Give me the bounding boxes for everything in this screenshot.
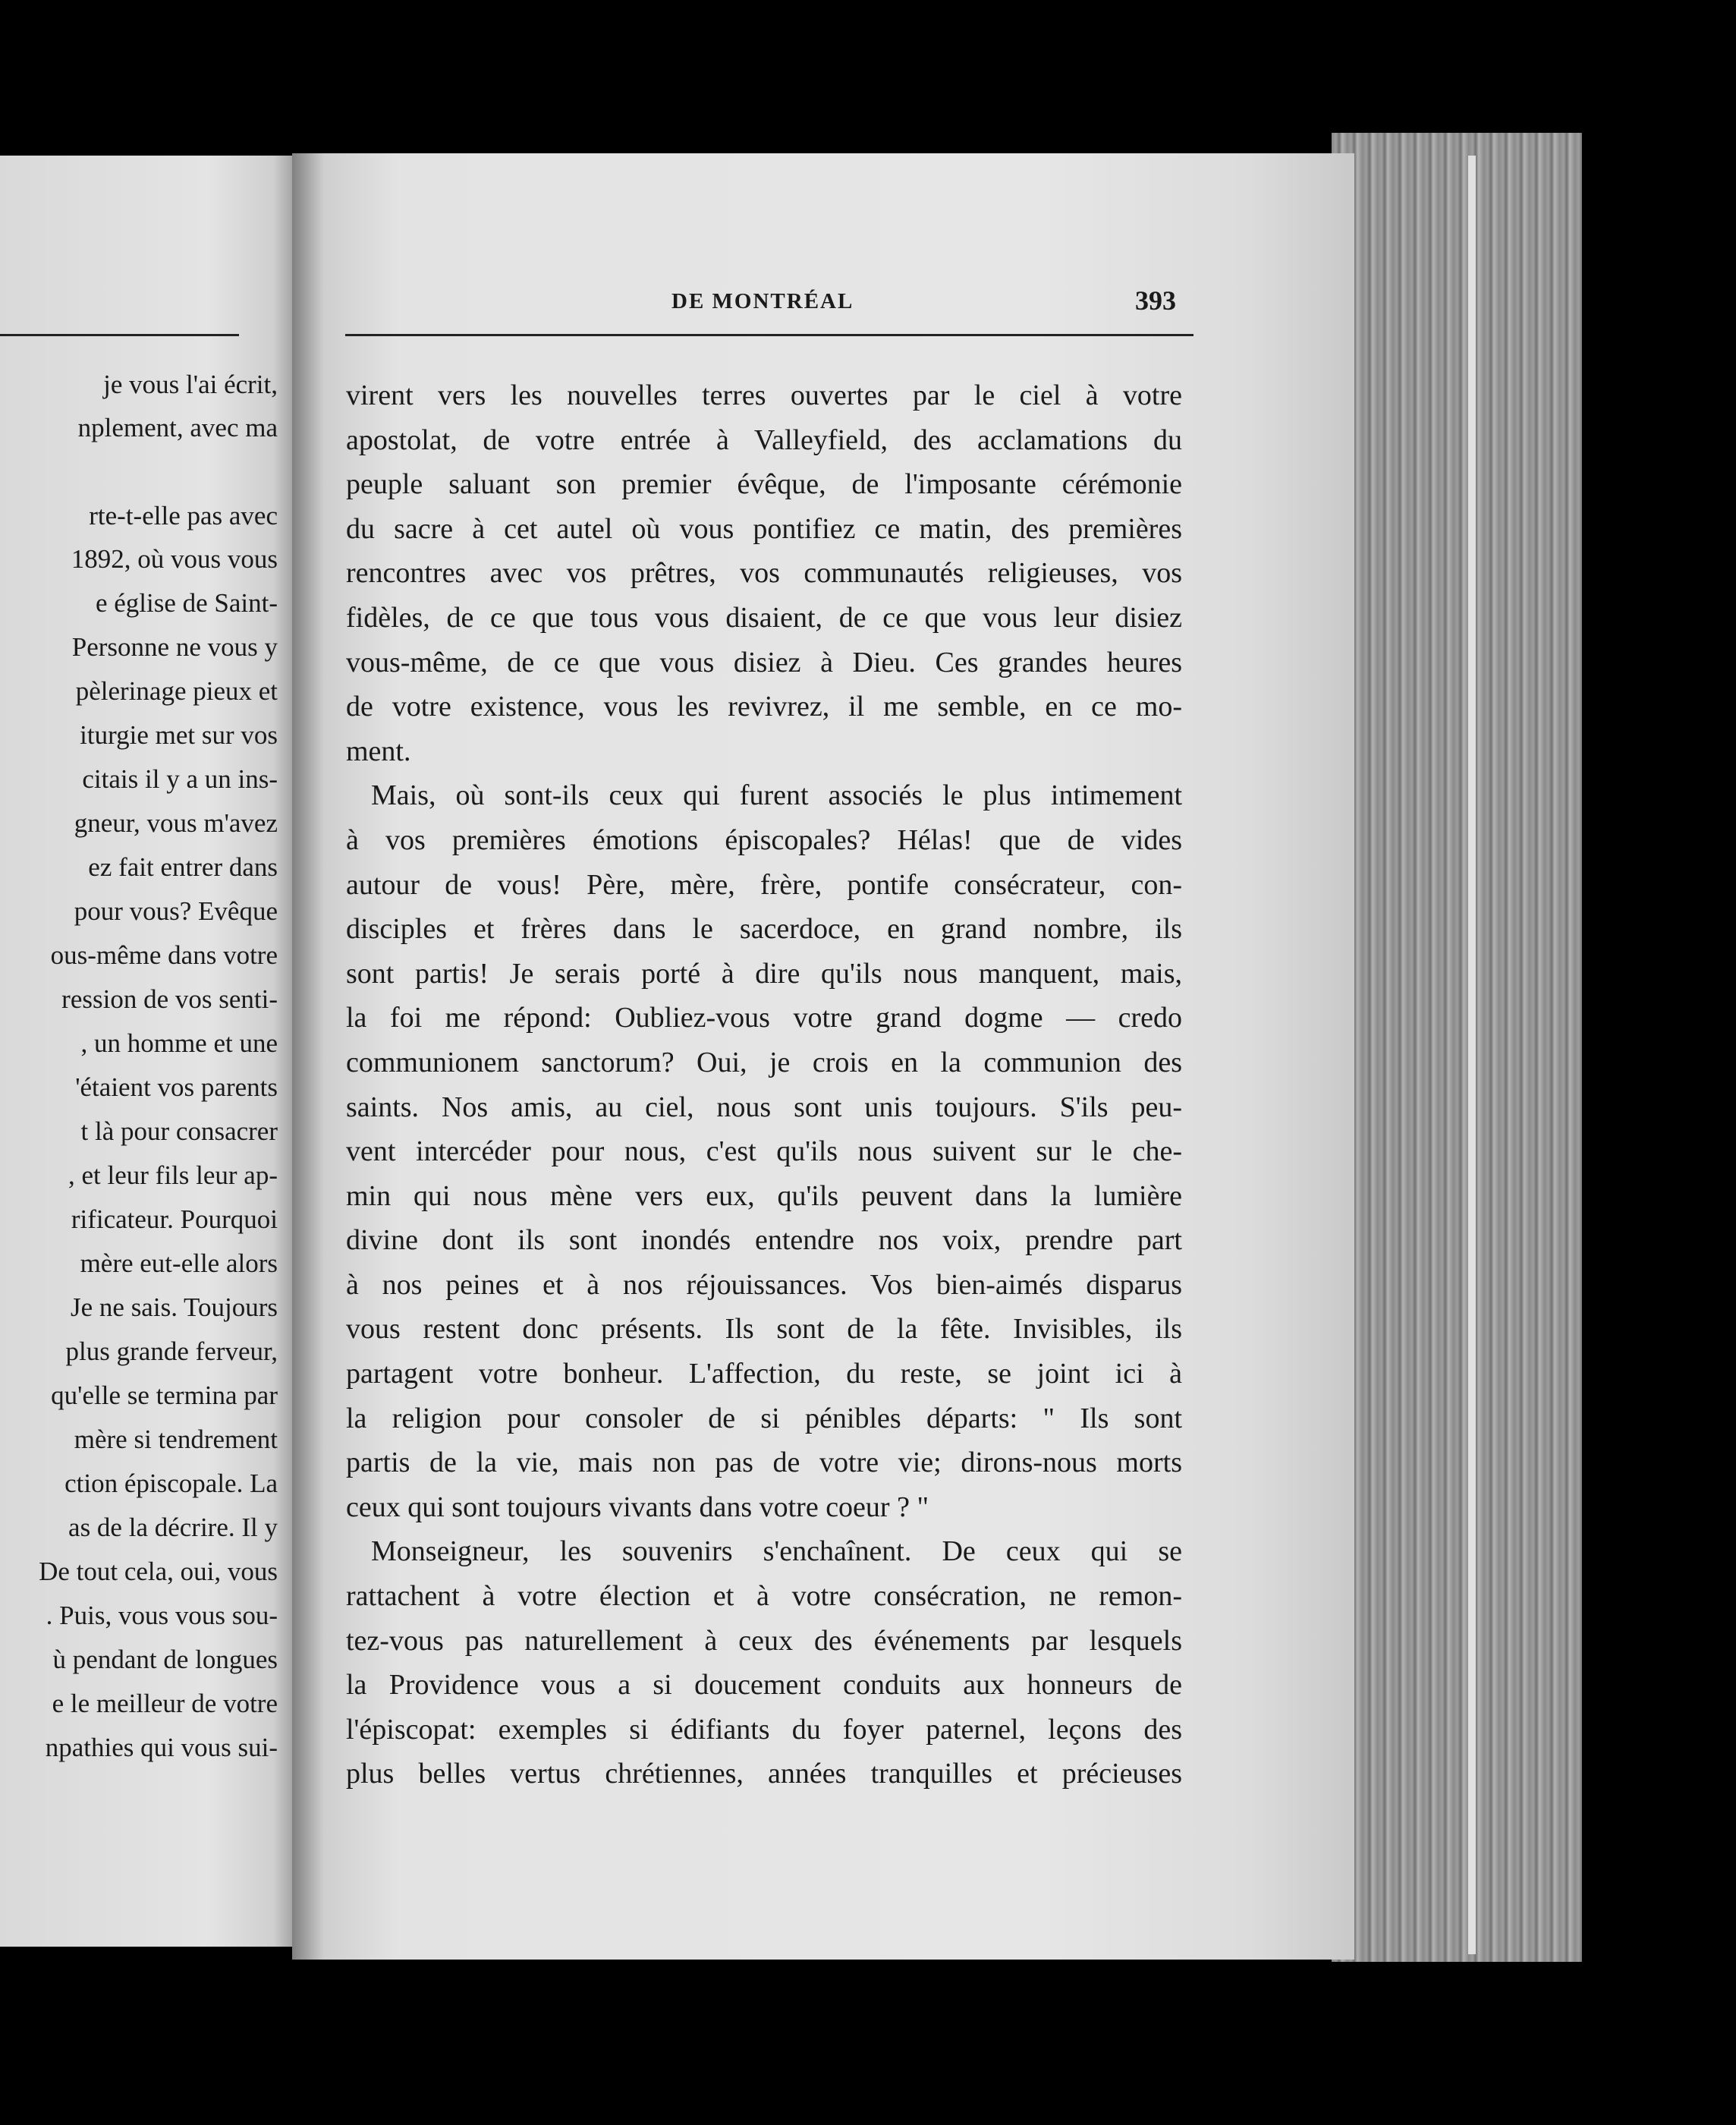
left-page-line: mère eut-elle alors	[80, 1248, 278, 1278]
text-line: divine dont ils sont inondés entendre nos voix, prendre part	[346, 1224, 1182, 1257]
text-line: rattachent à votre élection et à votre consécration, ne remon-	[346, 1580, 1182, 1613]
left-page-rule	[0, 334, 239, 336]
text-line: virent vers les nouvelles terres ouvertes par le ciel à votre	[346, 379, 1182, 411]
left-page-line: , un homme et une	[80, 1028, 278, 1058]
text-line: partis de la vie, mais non pas de votre vie; dirons-nous morts	[346, 1447, 1182, 1479]
text-line: vous restent donc présents. Ils sont de la fête. Invisibles, ils	[346, 1313, 1182, 1346]
text-line: l'épiscopat: exemples si édifiants du foyer paternel, leçons des	[346, 1713, 1182, 1746]
text-line: à vos premières émotions épiscopales? Hélas! que de vides	[346, 823, 1182, 856]
left-page-line: 1892, où vous vous	[71, 544, 278, 574]
running-head: DE MONTRÉAL	[671, 289, 854, 313]
text-line: autour de vous! Père, mère, frère, pontife consécrateur, con-	[346, 868, 1182, 901]
left-page	[0, 156, 297, 1947]
left-page-line: iturgie met sur vos	[80, 720, 278, 750]
text-line: du sacre à cet autel où vous pontifiez ce matin, des premières	[346, 512, 1182, 545]
left-page-line: qu'elle se termina par	[51, 1380, 278, 1410]
text-line: saints. Nos amis, au ciel, nous sont unis toujours. S'ils peu-	[346, 1091, 1182, 1123]
text-line: peuple saluant son premier évêque, de l'imposante cérémonie	[346, 468, 1182, 501]
left-page-line: ù pendant de longues	[52, 1645, 278, 1674]
text-line: rencontres avec vos prêtres, vos communautés religieuses, vos	[346, 557, 1182, 590]
text-line: vent intercéder pour nous, c'est qu'ils nous suivent sur le che-	[346, 1135, 1182, 1168]
text-line: fidèles, de ce que tous vous disaient, de ce que vous leur disiez	[346, 601, 1182, 634]
text-line: communionem sanctorum? Oui, je crois en la communion des	[346, 1046, 1182, 1078]
text-line: min qui nous mène vers eux, qu'ils peuvent dans la lumière	[346, 1179, 1182, 1212]
left-page-line: mère si tendrement	[74, 1425, 278, 1454]
left-page-line: Je ne sais. Toujours	[71, 1292, 278, 1322]
text-line: partagent votre bonheur. L'affection, du reste, se joint ici à	[346, 1358, 1182, 1390]
text-line: disciples et frères dans le sacerdoce, en grand nombre, ils	[346, 913, 1182, 946]
left-page-line: gneur, vous m'avez	[74, 808, 278, 838]
text-line: Mais, où sont-ils ceux qui furent associés le plus intimement	[371, 779, 1182, 812]
left-page-line: De tout cela, oui, vous	[39, 1557, 278, 1586]
page-number: 393	[1135, 285, 1176, 316]
left-page-line: nplement, avec ma	[77, 413, 278, 442]
text-line: la foi me répond: Oubliez-vous votre grand dogme — credo	[346, 1002, 1182, 1034]
text-line: apostolat, de votre entrée à Valleyfield, des acclamations du	[346, 423, 1182, 456]
left-page-line: rificateur. Pourquoi	[71, 1204, 278, 1234]
text-line: ment.	[346, 735, 411, 767]
left-page-line: ression de vos senti-	[61, 984, 278, 1014]
left-page-line: e église de Saint-	[95, 588, 278, 618]
text-line: sont partis! Je serais porté à dire qu'ils nous manquent, mais,	[346, 957, 1182, 990]
text-line: de votre existence, vous les revivrez, il me semble, en ce mo-	[346, 691, 1182, 723]
left-page-line: ez fait entrer dans	[88, 852, 278, 882]
left-page-line: pour vous? Evêque	[74, 896, 278, 926]
text-line: tez-vous pas naturellement à ceux des événements par lesquels	[346, 1624, 1182, 1657]
text-line: ceux qui sont toujours vivants dans votre coeur ? "	[346, 1491, 929, 1523]
left-page-line: as de la décrire. Il y	[68, 1513, 278, 1542]
left-page-line: npathies qui vous sui-	[45, 1733, 278, 1762]
left-page-line: pèlerinage pieux et	[75, 676, 278, 706]
left-page-line: plus grande ferveur,	[65, 1336, 278, 1366]
left-page-line: citais il y a un ins-	[82, 764, 278, 794]
text-line: la Providence vous a si doucement conduits aux honneurs de	[346, 1669, 1182, 1702]
text-line: Monseigneur, les souvenirs s'enchaînent. De ceux qui se	[371, 1535, 1182, 1568]
body-text	[346, 373, 1182, 1796]
text-line: vous-même, de ce que vous disiez à Dieu. Ces grandes heures	[346, 646, 1182, 678]
left-page-line: Personne ne vous y	[71, 632, 278, 662]
left-page-line: t là pour consacrer	[80, 1116, 278, 1146]
left-page-line: 'étaient vos parents	[75, 1072, 278, 1102]
text-line: à nos peines et à nos réjouissances. Vos bien-aimés disparus	[346, 1268, 1182, 1301]
left-page-line: rte-t-elle pas avec	[89, 501, 278, 530]
left-page-line: ous-même dans votre	[50, 940, 278, 970]
text-line: la religion pour consoler de si pénibles départs: " Ils sont	[346, 1402, 1182, 1434]
left-page-line: ction épiscopale. La	[64, 1469, 278, 1498]
left-page-line: e le meilleur de votre	[52, 1689, 278, 1718]
page-block-highlight	[1468, 156, 1476, 1954]
left-page-line: . Puis, vous vous sou-	[46, 1601, 278, 1630]
text-line: plus belles vertus chrétiennes, années tranquilles et précieuses	[346, 1758, 1182, 1790]
page-block-edge	[1332, 133, 1582, 1962]
header-rule	[345, 334, 1194, 336]
left-page-line: , et leur fils leur ap-	[68, 1160, 278, 1190]
left-page-line: je vous l'ai écrit,	[103, 370, 278, 399]
